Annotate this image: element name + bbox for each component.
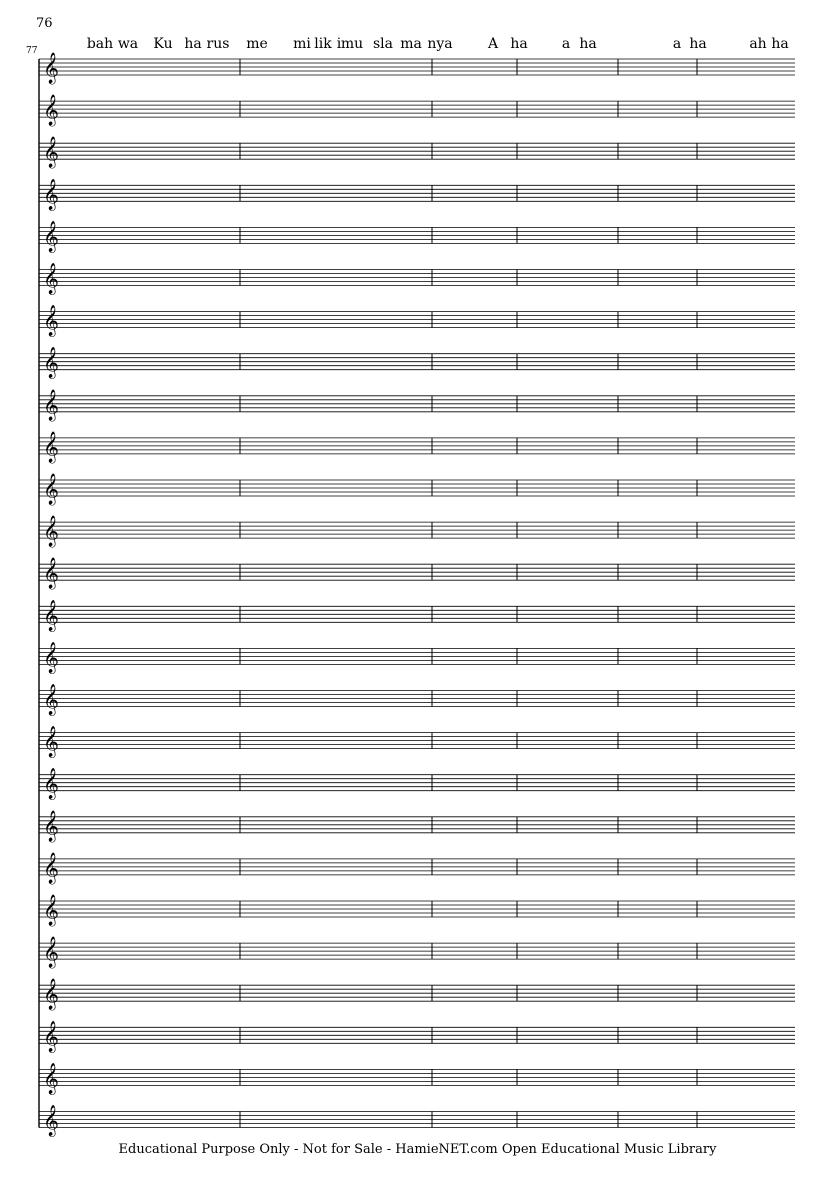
lyric-syllable: bah: [86, 36, 114, 52]
staff: [39, 52, 795, 85]
treble-clef-icon: 𝄞: [43, 1062, 59, 1094]
lyric-syllable: a: [561, 36, 571, 52]
lyric-syllable: ha: [579, 36, 597, 52]
treble-clef-icon: 𝄞: [43, 515, 59, 547]
treble-clef-icon: 𝄞: [43, 641, 59, 673]
lyric-syllable: sla: [372, 36, 394, 52]
staff: [39, 430, 795, 463]
treble-clef-icon: 𝄞: [43, 1105, 59, 1136]
staff: [39, 178, 795, 211]
lyric-syllable: ah: [749, 36, 767, 52]
lyric-syllable: mi: [293, 36, 311, 52]
staff: [39, 894, 795, 927]
treble-clef-icon: 𝄞: [43, 136, 59, 168]
staff: [39, 557, 795, 590]
lyric-syllable: wa: [117, 36, 139, 52]
staff: [39, 809, 795, 842]
staff: [39, 725, 795, 758]
lyric-syllable: me: [246, 36, 268, 52]
treble-clef-icon: 𝄞: [43, 726, 59, 758]
page-number: 76: [36, 16, 53, 31]
staff: [39, 1020, 795, 1053]
treble-clef-icon: 𝄞: [43, 768, 59, 800]
treble-clef-icon: 𝄞: [43, 178, 59, 210]
staff: [39, 94, 795, 127]
lyric-syllable: i: [336, 36, 342, 52]
treble-clef-icon: 𝄞: [43, 52, 59, 84]
staff: [39, 1104, 795, 1137]
lyric-syllable: ha: [771, 36, 789, 52]
treble-clef-icon: 𝄞: [43, 978, 59, 1010]
treble-clef-icon: 𝄞: [43, 852, 59, 884]
lyric-syllable: a: [672, 36, 682, 52]
lyric-syllable: mu: [340, 36, 364, 52]
measure-number: 77: [26, 46, 38, 56]
treble-clef-icon: 𝄞: [43, 1020, 59, 1052]
staff: [39, 767, 795, 800]
treble-clef-icon: 𝄞: [43, 347, 59, 379]
treble-clef-icon: 𝄞: [43, 599, 59, 631]
staff: [39, 388, 795, 421]
lyric-syllable: A: [487, 36, 499, 52]
treble-clef-icon: 𝄞: [43, 220, 59, 252]
staff: [39, 304, 795, 337]
treble-clef-icon: 𝄞: [43, 810, 59, 842]
staff: [39, 220, 795, 253]
staff: [39, 346, 795, 379]
treble-clef-icon: 𝄞: [43, 557, 59, 589]
treble-clef-icon: 𝄞: [43, 473, 59, 505]
staff: [39, 1062, 795, 1095]
lyric-syllable: ha: [689, 36, 707, 52]
lyric-syllable: lik: [314, 36, 332, 52]
lyric-syllable: Ku: [153, 36, 173, 52]
lyric-syllable: ma: [400, 36, 422, 52]
staff: [39, 515, 795, 548]
treble-clef-icon: 𝄞: [43, 894, 59, 926]
staff: [39, 641, 795, 674]
staff: [39, 136, 795, 169]
footer-text: Educational Purpose Only - Not for Sale - HamieNET.com Open Educational Music Library: [118, 1142, 717, 1157]
staff: [39, 599, 795, 632]
staff: [39, 473, 795, 506]
staff: [39, 936, 795, 969]
treble-clef-icon: 𝄞: [43, 936, 59, 968]
staff: [39, 262, 795, 295]
lyric-syllable: nya: [427, 36, 453, 52]
staff: [39, 683, 795, 716]
lyric-syllable: ha: [184, 36, 202, 52]
treble-clef-icon: 𝄞: [43, 305, 59, 337]
treble-clef-icon: 𝄞: [43, 431, 59, 463]
lyric-syllable: rus: [206, 36, 230, 52]
treble-clef-icon: 𝄞: [43, 389, 59, 421]
staff: [39, 978, 795, 1011]
treble-clef-icon: 𝄞: [43, 684, 59, 715]
treble-clef-icon: 𝄞: [43, 94, 59, 126]
staff: [39, 851, 795, 884]
treble-clef-icon: 𝄞: [43, 263, 59, 294]
lyric-syllable: ha: [510, 36, 528, 52]
